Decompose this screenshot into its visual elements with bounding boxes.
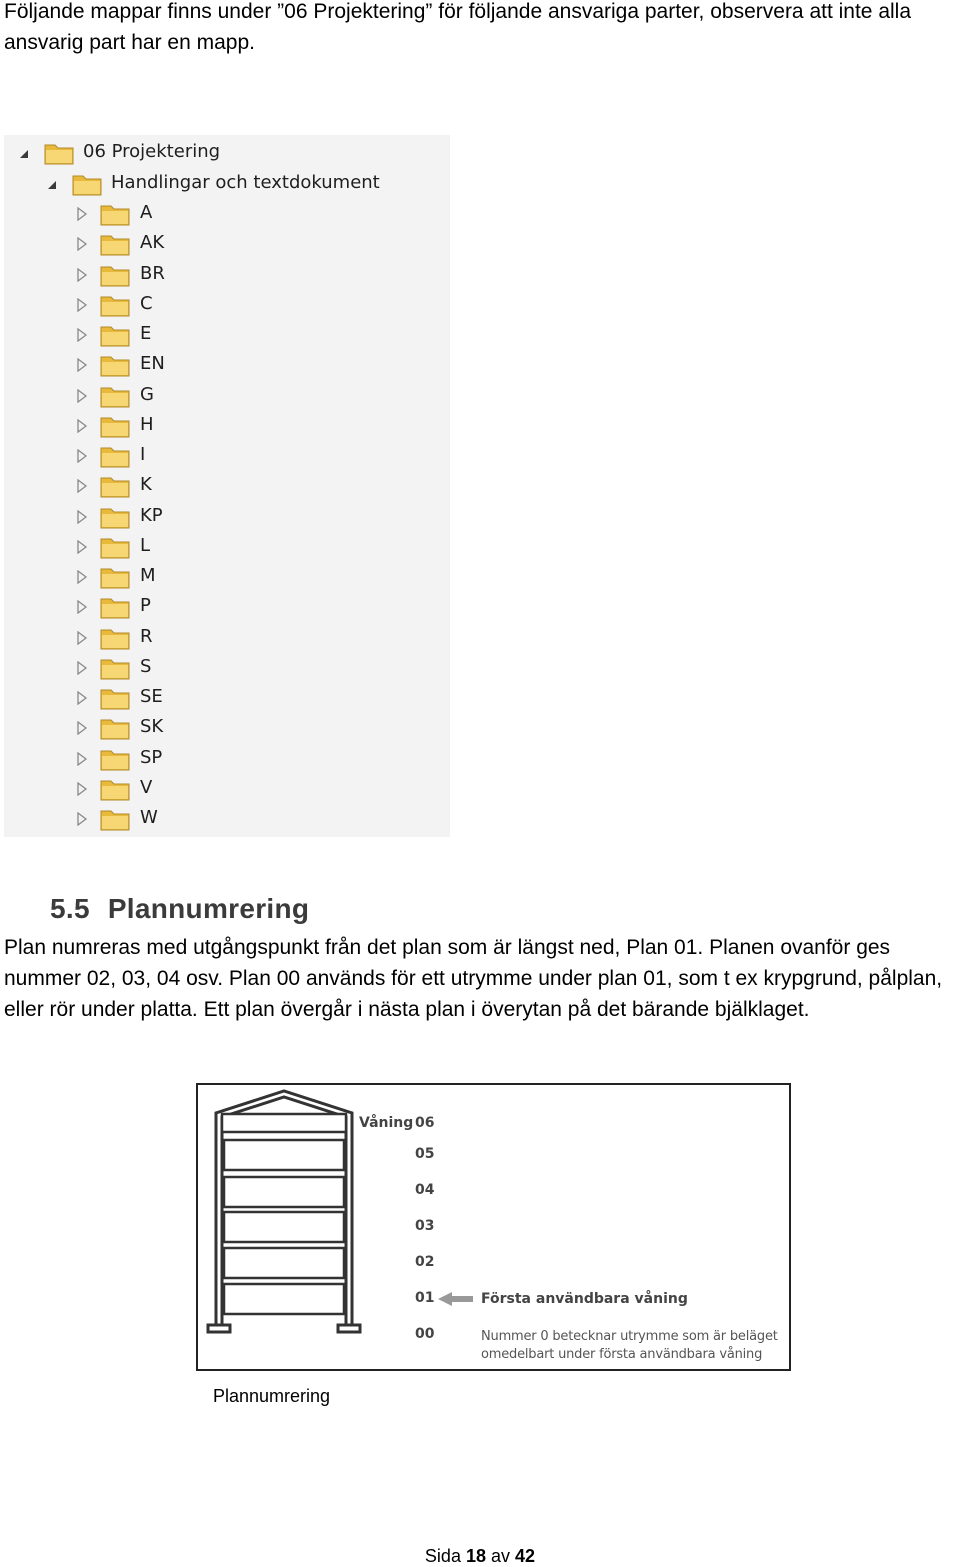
folder-icon <box>100 232 130 256</box>
folder-icon <box>100 202 130 226</box>
folder-row[interactable] <box>4 804 450 834</box>
footer-page-number: 18 <box>465 1546 486 1566</box>
floor-number-label: 03 <box>415 1218 435 1234</box>
tree-child-label: Handlingar och textdokument <box>111 172 380 193</box>
floor-number-label: 04 <box>415 1182 435 1198</box>
folder-label: R <box>140 625 153 647</box>
folder-row[interactable] <box>4 320 450 350</box>
collapsed-triangle-icon[interactable] <box>76 752 88 766</box>
folder-row[interactable] <box>4 744 450 774</box>
collapsed-triangle-icon[interactable] <box>76 691 88 705</box>
folder-label: L <box>140 534 151 556</box>
folder-label: AK <box>140 232 165 254</box>
collapsed-triangle-icon[interactable] <box>76 510 88 524</box>
collapsed-triangle-icon[interactable] <box>76 449 88 463</box>
folder-label: SE <box>140 686 163 707</box>
folder-icon <box>100 807 130 831</box>
folder-icon <box>100 353 130 377</box>
collapsed-triangle-icon[interactable] <box>76 479 88 493</box>
folder-label: EN <box>140 353 165 375</box>
floor-slab-03 <box>224 1212 344 1242</box>
folder-row[interactable] <box>4 350 450 380</box>
collapsed-triangle-icon[interactable] <box>76 298 88 312</box>
folder-icon <box>100 414 130 438</box>
collapsed-triangle-icon[interactable] <box>76 631 88 645</box>
collapsed-triangle-icon[interactable] <box>76 600 88 614</box>
folder-label: BR <box>140 262 165 284</box>
folder-icon <box>100 505 130 529</box>
footer-separator: av <box>491 1546 511 1566</box>
section-heading <box>50 893 309 925</box>
folder-label: SK <box>140 716 164 738</box>
folder-icon <box>100 384 130 408</box>
collapsed-triangle-icon[interactable] <box>76 812 88 826</box>
collapsed-triangle-icon[interactable] <box>76 207 88 221</box>
folder-label: K <box>140 474 152 496</box>
folder-icon <box>100 686 130 710</box>
collapsed-triangle-icon[interactable] <box>76 328 88 342</box>
floor-number-label: 05 <box>415 1146 435 1162</box>
folder-row[interactable] <box>4 411 450 441</box>
floor-slab-02 <box>224 1248 344 1278</box>
arrow-label: Första användbara våning <box>481 1291 688 1307</box>
collapsed-triangle-icon[interactable] <box>76 721 88 735</box>
tree-root-row[interactable] <box>4 138 450 168</box>
folder-label: H <box>140 413 154 435</box>
folder-tree <box>4 135 450 837</box>
folder-label: C <box>140 292 153 314</box>
folder-label: I <box>140 444 146 465</box>
collapsed-triangle-icon[interactable] <box>76 389 88 403</box>
footer-total-pages: 42 <box>515 1546 536 1566</box>
folder-label: E <box>140 323 152 344</box>
folder-row[interactable] <box>4 532 450 562</box>
folder-icon <box>100 323 130 347</box>
note-line-1: Nummer 0 betecknar utrymme som är beläget <box>481 1329 778 1344</box>
folder-row[interactable] <box>4 290 450 320</box>
floor-slab-05 <box>224 1140 344 1170</box>
section-title: Plannumrering <box>107 893 310 924</box>
floor-number-label: 00 <box>415 1326 435 1342</box>
folder-label: M <box>140 565 156 586</box>
collapsed-triangle-icon[interactable] <box>76 419 88 433</box>
folder-row[interactable] <box>4 592 450 622</box>
collapsed-triangle-icon[interactable] <box>76 358 88 372</box>
folder-icon <box>100 626 130 650</box>
folder-label: SP <box>140 746 163 768</box>
folder-icon <box>100 595 130 619</box>
folder-row[interactable] <box>4 199 450 229</box>
folder-row[interactable] <box>4 562 450 592</box>
folder-label: KP <box>140 504 163 526</box>
tree-child-row[interactable] <box>4 169 450 199</box>
folder-row[interactable] <box>4 502 450 532</box>
figure-caption: Plannumrering <box>213 1386 331 1406</box>
folder-row[interactable] <box>4 683 450 713</box>
floor-slab-01 <box>224 1284 344 1314</box>
collapsed-triangle-icon[interactable] <box>76 782 88 796</box>
floor-slab-04 <box>224 1177 344 1207</box>
section-number: 5.5 <box>50 893 90 924</box>
folder-row[interactable] <box>4 229 450 259</box>
collapsed-triangle-icon[interactable] <box>76 540 88 554</box>
folder-icon <box>100 777 130 801</box>
floor-prefix-label: Våning <box>359 1115 414 1131</box>
arrow-icon <box>438 1292 473 1306</box>
folder-row[interactable] <box>4 653 450 683</box>
folder-icon <box>100 565 130 589</box>
collapsed-triangle-icon[interactable] <box>76 661 88 675</box>
expanded-triangle-icon[interactable] <box>46 177 58 191</box>
note-line-2: omedelbart under första användbara våning <box>481 1347 763 1362</box>
folder-icon <box>44 141 74 165</box>
folder-icon <box>100 747 130 771</box>
tree-root-label: 06 Projektering <box>83 141 221 162</box>
folder-row[interactable] <box>4 471 450 501</box>
folder-icon <box>72 172 102 196</box>
intro-paragraph: Följande mappar finns under ”06 Projektering” för följande ansvariga parter, observera att inte alla ansvarig part har en mapp. <box>4 0 912 54</box>
body-paragraph: Plan numreras med utgångspunkt från det plan som är längst ned, Plan 01. Planen ovanför ges nummer 02, 03, 04 osv. Plan 00 används för ett utrymme under plan 01, som t ex krypgrund, pålplan, eller rör under platta. Ett plan övergår i nästa plan i överytan på det bärande bjälklaget. <box>4 936 943 1021</box>
folder-icon <box>100 444 130 468</box>
right-footing <box>338 1325 360 1332</box>
folder-row[interactable] <box>4 441 450 471</box>
folder-row[interactable] <box>4 774 450 804</box>
floor-number-label: 02 <box>415 1254 435 1270</box>
folder-row[interactable] <box>4 713 450 743</box>
floor-numbering-diagram <box>196 1083 791 1371</box>
collapsed-triangle-icon[interactable] <box>76 237 88 251</box>
building-section-drawing <box>198 1085 789 1369</box>
floor-number-label: 06 <box>415 1115 435 1131</box>
folder-icon <box>100 535 130 559</box>
floor-number-label: 01 <box>415 1290 435 1306</box>
collapsed-triangle-icon[interactable] <box>76 268 88 282</box>
collapsed-triangle-icon[interactable] <box>76 570 88 584</box>
folder-row[interactable] <box>4 260 450 290</box>
folder-label: G <box>140 383 154 405</box>
footer-prefix: Sida <box>424 1546 461 1566</box>
folder-label: S <box>140 655 152 677</box>
folder-label: A <box>140 202 153 223</box>
expanded-triangle-icon[interactable] <box>18 146 30 160</box>
folder-icon <box>100 263 130 287</box>
folder-row[interactable] <box>4 381 450 411</box>
folder-label: W <box>140 807 158 828</box>
folder-icon <box>100 716 130 740</box>
folder-icon <box>100 656 130 680</box>
folder-label: V <box>140 776 153 798</box>
floor-slab-06 <box>222 1114 346 1132</box>
folder-icon <box>100 474 130 498</box>
left-footing <box>208 1325 230 1332</box>
folder-label: P <box>140 595 151 617</box>
folder-icon <box>100 293 130 317</box>
folder-row[interactable] <box>4 623 450 653</box>
